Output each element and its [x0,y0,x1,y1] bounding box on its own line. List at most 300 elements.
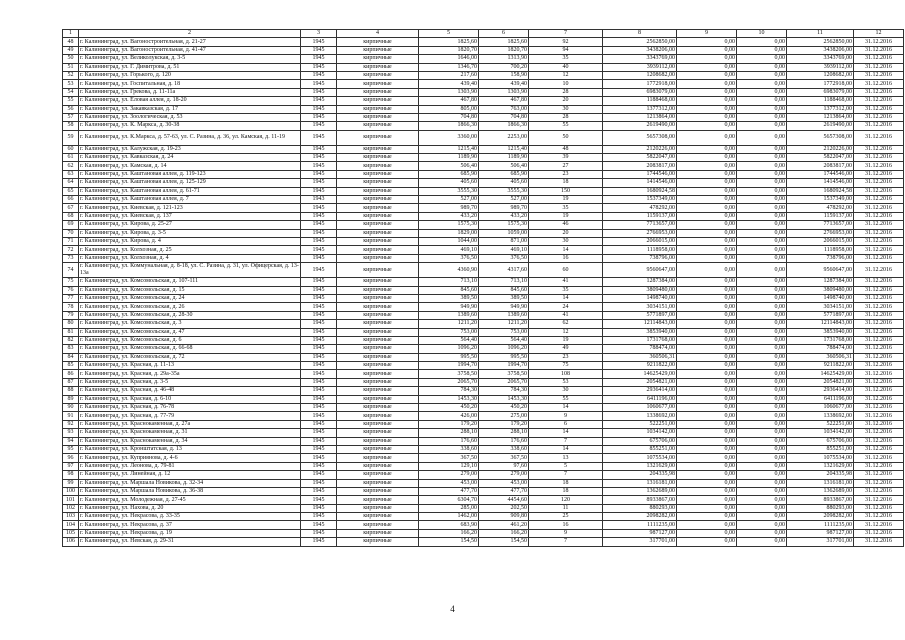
book-value-cell: 1537349,00 [603,196,677,204]
residual-deduction-cell: 0,00 [737,38,787,46]
depreciation-cell: 0,00 [677,221,737,229]
residents-count-cell: 14 [529,294,603,302]
residents-count-cell: 19 [529,336,603,344]
address-cell: г. Калининград, ул. К.Маркса, д. 57-63, ул. С. Разина, д. 36, ул. Камская, д. 11-19 [79,130,301,145]
book-value-cell: 3438206,00 [603,46,677,54]
wall-material-cell: кирпичные [337,504,419,512]
residual-value-cell: 3939112,00 [787,63,854,71]
wall-material-cell: кирпичные [337,336,419,344]
year-built-cell: 1945 [301,212,337,220]
row-number-cell: 82 [63,336,79,344]
living-area-cell: 154,50 [479,538,529,546]
table-row [63,345,904,353]
living-area-cell: 845,60 [479,286,529,294]
residual-value-cell: 1060677,00 [787,404,854,412]
depreciation-cell: 0,00 [677,196,737,204]
depreciation-cell: 0,00 [677,454,737,462]
address-cell: г. Калининград, ул. Комсомольская, д. 6 [79,336,301,344]
table-row [63,196,904,204]
depreciation-cell: 0,00 [677,162,737,170]
address-cell: г. Калининград, ул. Грекова, д. 11-11а [79,88,301,96]
residents-count-cell: 53 [529,378,603,386]
residual-value-cell: 855251,00 [787,445,854,453]
residents-count-cell: 19 [529,196,603,204]
address-cell: г. Калининград, ул. Комсомольская, д. 47 [79,328,301,336]
address-cell: г. Калининград, ул. Куприянова, д. 4-6 [79,454,301,462]
row-number-cell: 65 [63,187,79,195]
address-cell: г. Калининград, ул. Красная, д. 3-5 [79,378,301,386]
row-number-cell: 90 [63,404,79,412]
valuation-date-cell: 31.12.2016 [854,170,904,178]
wall-material-cell: кирпичные [337,529,419,537]
residual-value-cell: 522251,00 [787,420,854,428]
address-cell: г. Калининград, ул. Краснокаменная, д. 27а [79,420,301,428]
depreciation-cell: 0,00 [677,46,737,54]
residual-deduction-cell: 0,00 [737,378,787,386]
residents-count-cell: 46 [529,221,603,229]
valuation-date-cell: 31.12.2016 [854,437,904,445]
depreciation-cell: 0,00 [677,320,737,328]
living-area-cell: 275,00 [479,412,529,420]
residual-value-cell: 1744546,00 [787,170,854,178]
wall-material-cell: кирпичные [337,404,419,412]
depreciation-cell: 0,00 [677,63,737,71]
living-area-cell: 1994,70 [479,362,529,370]
row-number-cell: 105 [63,529,79,537]
wall-material-cell: кирпичные [337,328,419,336]
residual-value-cell: 1377312,00 [787,105,854,113]
table-row [63,212,904,220]
book-value-cell: 2766953,00 [603,229,677,237]
total-area-cell: 1646,00 [419,55,479,63]
row-number-cell: 83 [63,345,79,353]
residual-deduction-cell: 0,00 [737,145,787,153]
table-row [63,362,904,370]
book-value-cell: 3343769,00 [603,55,677,63]
residual-deduction-cell: 0,00 [737,263,787,278]
address-cell: г. Калининград, ул. Горького, д. 120 [79,71,301,79]
row-number-cell: 101 [63,496,79,504]
row-number-cell: 53 [63,80,79,88]
table-row [63,286,904,294]
table-row [63,237,904,245]
depreciation-cell: 0,00 [677,80,737,88]
book-value-cell: 204335,98 [603,471,677,479]
depreciation-cell: 0,00 [677,362,737,370]
year-built-cell: 1945 [301,303,337,311]
book-value-cell: 1680924,58 [603,187,677,195]
wall-material-cell: кирпичные [337,353,419,361]
living-area-cell: 564,40 [479,336,529,344]
year-built-cell: 1945 [301,229,337,237]
table-row [63,395,904,403]
total-area-cell: 338,60 [419,445,479,453]
row-number-cell: 52 [63,71,79,79]
residents-count-cell: 30 [529,237,603,245]
row-number-cell: 67 [63,204,79,212]
table-row [63,113,904,121]
row-number-cell: 97 [63,462,79,470]
book-value-cell: 7713657,00 [603,221,677,229]
wall-material-cell: кирпичные [337,46,419,54]
residual-deduction-cell: 0,00 [737,113,787,121]
address-cell: г. Калининград, ул. Красная, д. 6-10 [79,395,301,403]
row-number-cell: 72 [63,246,79,254]
column-header-6: 6 [479,30,529,38]
residents-count-cell: 23 [529,353,603,361]
address-cell: г. Калининград, ул. Камская, д. 14 [79,162,301,170]
address-cell: г. Калининград, ул. Каштановая аллея, д. 119-123 [79,170,301,178]
depreciation-cell: 0,00 [677,412,737,420]
row-number-cell: 96 [63,454,79,462]
table-row [63,487,904,495]
depreciation-cell: 0,00 [677,278,737,286]
year-built-cell: 1945 [301,504,337,512]
residual-deduction-cell: 0,00 [737,521,787,529]
table-row [63,353,904,361]
living-area-cell: 3758,50 [479,370,529,378]
table-row [63,445,904,453]
table-row [63,529,904,537]
address-cell: г. Калининград, ул. Комсомольская, д. 26 [79,303,301,311]
year-built-cell: 1945 [301,370,337,378]
row-number-cell: 60 [63,145,79,153]
residual-deduction-cell: 0,00 [737,130,787,145]
total-area-cell: 506,40 [419,162,479,170]
valuation-date-cell: 31.12.2016 [854,521,904,529]
table-row [63,97,904,105]
table-row [63,513,904,521]
book-value-cell: 1772918,00 [603,80,677,88]
residents-count-cell: 18 [529,487,603,495]
book-value-cell: 880293,00 [603,504,677,512]
year-built-cell: 1945 [301,345,337,353]
valuation-date-cell: 31.12.2016 [854,320,904,328]
valuation-date-cell: 31.12.2016 [854,370,904,378]
wall-material-cell: кирпичные [337,130,419,145]
address-cell: г. Калининград, ул. Краснокаменная, д. 34 [79,437,301,445]
table-row [63,246,904,254]
total-area-cell: 949,90 [419,303,479,311]
row-number-cell: 106 [63,538,79,546]
register-rows [63,38,904,546]
total-area-cell: 288,10 [419,429,479,437]
row-number-cell: 94 [63,437,79,445]
depreciation-cell: 0,00 [677,170,737,178]
residents-count-cell: 60 [529,263,603,278]
living-area-cell: 1189,90 [479,154,529,162]
residual-deduction-cell: 0,00 [737,97,787,105]
book-value-cell: 522251,00 [603,420,677,428]
total-area-cell: 469,10 [419,246,479,254]
row-number-cell: 63 [63,170,79,178]
depreciation-cell: 0,00 [677,387,737,395]
total-area-cell: 845,60 [419,286,479,294]
residual-deduction-cell: 0,00 [737,370,787,378]
row-number-cell: 79 [63,311,79,319]
table-row [63,420,904,428]
valuation-date-cell: 31.12.2016 [854,471,904,479]
year-built-cell: 1945 [301,529,337,537]
residents-count-cell: 40 [529,63,603,71]
valuation-date-cell: 31.12.2016 [854,420,904,428]
table-row [63,538,904,546]
row-number-cell: 89 [63,395,79,403]
table-row [63,130,904,145]
year-built-cell: 1945 [301,378,337,386]
residents-count-cell: 41 [529,311,603,319]
total-area-cell: 1829,00 [419,229,479,237]
year-built-cell: 1945 [301,63,337,71]
year-built-cell: 1945 [301,404,337,412]
total-area-cell: 176,60 [419,437,479,445]
address-cell: г. Калининград, ул. Киевская, д. 121-123 [79,204,301,212]
residual-deduction-cell: 0,00 [737,387,787,395]
housing-register-table [62,29,904,547]
year-built-cell: 1945 [301,105,337,113]
year-built-cell: 1945 [301,479,337,487]
depreciation-cell: 0,00 [677,445,737,453]
total-area-cell: 805,00 [419,105,479,113]
residual-deduction-cell: 0,00 [737,162,787,170]
residents-count-cell: 35 [529,204,603,212]
living-area-cell: 506,40 [479,162,529,170]
total-area-cell: 6304,70 [419,496,479,504]
row-number-cell: 102 [63,504,79,512]
book-value-cell: 855251,00 [603,445,677,453]
depreciation-cell: 0,00 [677,513,737,521]
wall-material-cell: кирпичные [337,471,419,479]
row-number-cell: 87 [63,378,79,386]
residual-value-cell: 1414546,00 [787,179,854,187]
depreciation-cell: 0,00 [677,462,737,470]
valuation-date-cell: 31.12.2016 [854,105,904,113]
depreciation-cell: 0,00 [677,378,737,386]
residents-count-cell: 30 [529,387,603,395]
book-value-cell: 3939112,00 [603,63,677,71]
address-cell: г. Калининград, ул. Комсомольская, д. 15 [79,286,301,294]
living-area-cell: 909,80 [479,513,529,521]
book-value-cell: 1338692,00 [603,412,677,420]
book-value-cell: 1213864,00 [603,113,677,121]
residual-deduction-cell: 0,00 [737,404,787,412]
wall-material-cell: кирпичные [337,38,419,46]
total-area-cell: 2065,70 [419,378,479,386]
residents-count-cell: 55 [529,395,603,403]
depreciation-cell: 0,00 [677,529,737,537]
depreciation-cell: 0,00 [677,370,737,378]
residual-deduction-cell: 0,00 [737,462,787,470]
residents-count-cell: 24 [529,303,603,311]
total-area-cell: 3360,00 [419,130,479,145]
residual-deduction-cell: 0,00 [737,471,787,479]
book-value-cell: 3034151,00 [603,303,677,311]
valuation-date-cell: 31.12.2016 [854,479,904,487]
year-built-cell: 1945 [301,204,337,212]
book-value-cell: 14625429,00 [603,370,677,378]
table-row [63,412,904,420]
depreciation-cell: 0,00 [677,471,737,479]
book-value-cell: 1075534,00 [603,454,677,462]
year-built-cell: 1945 [301,122,337,130]
valuation-date-cell: 31.12.2016 [854,113,904,121]
residents-count-cell: 20 [529,229,603,237]
residents-count-cell: 55 [529,122,603,130]
residual-value-cell: 1287384,00 [787,278,854,286]
table-row [63,204,904,212]
address-cell: г. Калининград, ул. Молодежная, д. 27-45 [79,496,301,504]
book-value-cell: 2562850,00 [603,38,677,46]
address-cell: г. Калининград, ул. Некрасова, д. 19 [79,529,301,537]
living-area-cell: 338,60 [479,445,529,453]
wall-material-cell: кирпичные [337,63,419,71]
table-row [63,88,904,96]
book-value-cell: 5657308,00 [603,130,677,145]
residual-value-cell: 1208682,00 [787,71,854,79]
valuation-date-cell: 31.12.2016 [854,353,904,361]
living-area-cell: 713,10 [479,278,529,286]
column-header-2: 2 [79,30,301,38]
row-number-cell: 73 [63,254,79,262]
year-built-cell: 1945 [301,46,337,54]
living-area-cell: 1825,60 [479,38,529,46]
living-area-cell: 1820,70 [479,46,529,54]
table-row [63,162,904,170]
residents-count-cell: 27 [529,162,603,170]
valuation-date-cell: 31.12.2016 [854,38,904,46]
total-area-cell: 129,10 [419,462,479,470]
address-cell: г. Калининград, ул. Маршала Новикова, д. 36-38 [79,487,301,495]
residents-count-cell: 18 [529,179,603,187]
residual-value-cell: 204335,98 [787,471,854,479]
address-cell: г. Калининград, ул. Комсомольская, д. 28-30 [79,311,301,319]
row-number-cell: 88 [63,387,79,395]
book-value-cell: 675706,00 [603,437,677,445]
total-area-cell: 1462,00 [419,513,479,521]
residual-value-cell: 1338692,00 [787,412,854,420]
book-value-cell: 2083817,00 [603,162,677,170]
residual-value-cell: 3809480,00 [787,286,854,294]
total-area-cell: 1575,30 [419,221,479,229]
address-cell: г. Калининград, ул. Кронштатская, д. 13 [79,445,301,453]
wall-material-cell: кирпичные [337,378,419,386]
depreciation-cell: 0,00 [677,154,737,162]
table-row [63,437,904,445]
depreciation-cell: 0,00 [677,429,737,437]
wall-material-cell: кирпичные [337,97,419,105]
living-area-cell: 166,20 [479,529,529,537]
book-value-cell: 1414546,00 [603,179,677,187]
residual-value-cell: 14625429,00 [787,370,854,378]
row-number-cell: 56 [63,105,79,113]
depreciation-cell: 0,00 [677,179,737,187]
valuation-date-cell: 31.12.2016 [854,387,904,395]
row-number-cell: 70 [63,229,79,237]
residents-count-cell: 50 [529,130,603,145]
depreciation-cell: 0,00 [677,263,737,278]
wall-material-cell: кирпичные [337,212,419,220]
depreciation-cell: 0,00 [677,187,737,195]
wall-material-cell: кирпичные [337,345,419,353]
total-area-cell: 1303,90 [419,88,479,96]
book-value-cell: 1159137,00 [603,212,677,220]
row-number-cell: 91 [63,412,79,420]
wall-material-cell: кирпичные [337,179,419,187]
address-cell: г. Калининград, ул. Каштановая аллея, д. 7 [79,196,301,204]
residents-count-cell: 28 [529,113,603,121]
year-built-cell: 1945 [301,538,337,546]
residual-value-cell: 9560647,00 [787,263,854,278]
row-number-cell: 95 [63,445,79,453]
total-area-cell: 989,70 [419,204,479,212]
book-value-cell: 3853940,00 [603,328,677,336]
table-row [63,387,904,395]
living-area-cell: 2253,00 [479,130,529,145]
wall-material-cell: кирпичные [337,496,419,504]
depreciation-cell: 0,00 [677,303,737,311]
residual-deduction-cell: 0,00 [737,311,787,319]
wall-material-cell: кирпичные [337,162,419,170]
residual-value-cell: 1159137,00 [787,212,854,220]
total-area-cell: 1825,60 [419,38,479,46]
book-value-cell: 317701,00 [603,538,677,546]
address-cell: г. Калининград, ул. Красная, д. 76-78 [79,404,301,412]
living-area-cell: 439,40 [479,80,529,88]
book-value-cell: 2066015,00 [603,237,677,245]
depreciation-cell: 0,00 [677,353,737,361]
depreciation-cell: 0,00 [677,254,737,262]
column-header-5: 5 [419,30,479,38]
depreciation-cell: 0,00 [677,496,737,504]
table-row [63,303,904,311]
table-row [63,404,904,412]
living-area-cell: 1453,30 [479,395,529,403]
residents-count-cell: 9 [529,529,603,537]
residual-deduction-cell: 0,00 [737,496,787,504]
year-built-cell: 1945 [301,328,337,336]
address-cell: г. Калининград, ул. Краснокаменная, д. 31 [79,429,301,437]
table-row [63,370,904,378]
address-cell: г. Калининград, ул. Комсомольская, д. 66-68 [79,345,301,353]
depreciation-cell: 0,00 [677,38,737,46]
wall-material-cell: кирпичные [337,487,419,495]
depreciation-cell: 0,00 [677,294,737,302]
valuation-date-cell: 31.12.2016 [854,412,904,420]
wall-material-cell: кирпичные [337,286,419,294]
row-number-cell: 93 [63,429,79,437]
book-value-cell: 2120226,00 [603,145,677,153]
row-number-cell: 75 [63,278,79,286]
wall-material-cell: кирпичные [337,445,419,453]
year-built-cell: 1945 [301,437,337,445]
valuation-date-cell: 31.12.2016 [854,221,904,229]
wall-material-cell: кирпичные [337,145,419,153]
living-area-cell: 4454,60 [479,496,529,504]
residual-deduction-cell: 0,00 [737,154,787,162]
living-area-cell: 450,20 [479,404,529,412]
year-built-cell: 1945 [301,97,337,105]
valuation-date-cell: 31.12.2016 [854,246,904,254]
residents-count-cell: 16 [529,254,603,262]
total-area-cell: 704,80 [419,113,479,121]
total-area-cell: 477,70 [419,487,479,495]
row-number-cell: 85 [63,362,79,370]
living-area-cell: 279,00 [479,471,529,479]
row-number-cell: 49 [63,46,79,54]
address-cell: г. Калининград, ул. Госпитальная, д. 18 [79,80,301,88]
living-area-cell: 1096,20 [479,345,529,353]
total-area-cell: 405,60 [419,179,479,187]
